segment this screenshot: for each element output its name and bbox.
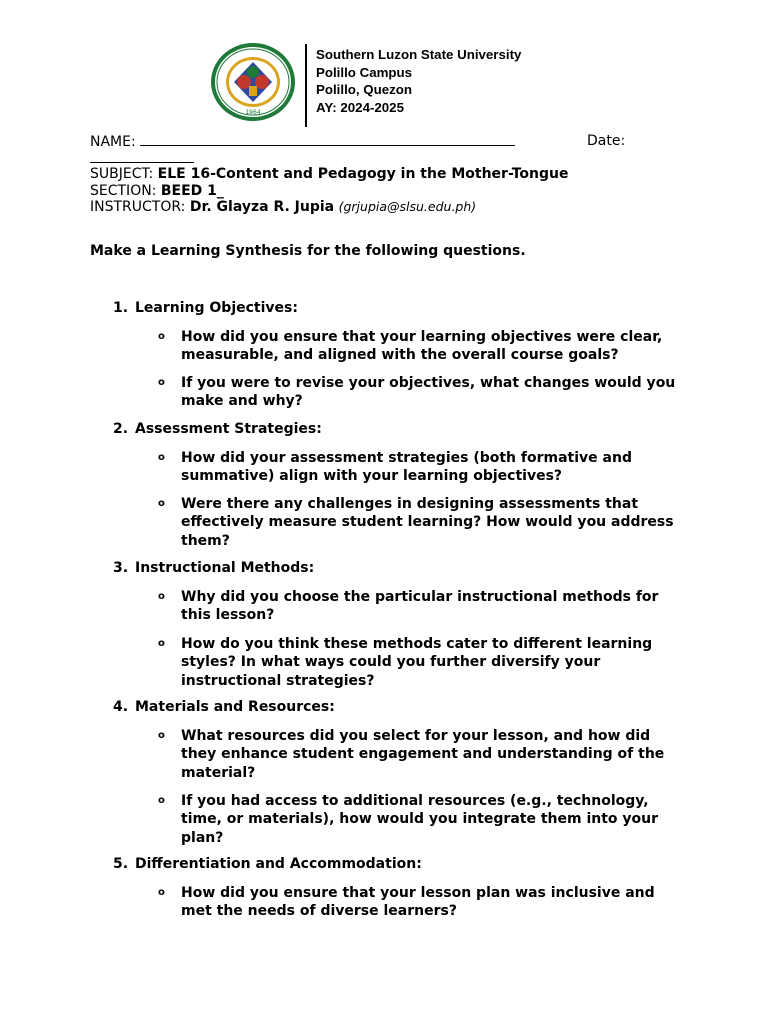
section-value: BEED 1_ [160, 183, 224, 199]
instructor-value: Dr. Glayza R. Jupia [189, 199, 335, 215]
question-text: How did your assessment strategies (both formative and summative) align with your learning objectives? [181, 450, 632, 485]
question-item [158, 449, 678, 486]
question-text: What resources did you select for your lesson, and how did they enhance student engagement and understanding of the material? [181, 728, 665, 781]
bullet-icon: o [158, 498, 165, 509]
section-title: Materials and Resources: [135, 699, 335, 715]
section-title: Instructional Methods: [135, 560, 315, 576]
date-label: Date: [587, 133, 626, 149]
header-divider [305, 44, 307, 127]
academic-year: AY: 2024-2025 [316, 100, 404, 116]
section-heading [113, 856, 422, 872]
question-item [158, 792, 678, 847]
question-text: How do you think these methods cater to different learning styles? In what ways could you further diversify your instructional strategies? [181, 636, 653, 689]
bullet-icon: o [158, 377, 165, 388]
bullet-icon: o [158, 730, 165, 741]
section-label: SECTION: [90, 183, 157, 199]
section-title: Assessment Strategies: [135, 421, 322, 437]
question-item [158, 328, 678, 365]
university-seal-logo [210, 42, 296, 122]
bullet-icon: o [158, 452, 165, 463]
bullet-icon: o [158, 638, 165, 649]
question-text: Why did you choose the particular instructional methods for this lesson? [181, 589, 659, 624]
section-heading [113, 560, 314, 576]
section-number: 1. [113, 300, 129, 316]
question-item [158, 635, 678, 690]
instructor-label: INSTRUCTOR: [90, 199, 186, 215]
instructor-email: (grjupia@slsu.edu.ph) [338, 199, 477, 214]
section-number: 5. [113, 856, 129, 872]
section-number: 2. [113, 421, 129, 437]
university-name: Southern Luzon State University [316, 47, 522, 62]
campus-name: Polillo Campus [316, 64, 413, 80]
campus-location: Polillo, Quezon [316, 82, 413, 98]
date-line [587, 133, 625, 149]
seal-year: 1964 [245, 109, 261, 116]
question-text: Were there any challenges in designing assessments that effectively measure student learning? How would you address them? [181, 496, 674, 549]
bullet-icon: o [158, 887, 165, 898]
university-header [316, 46, 521, 117]
section-number: 4. [113, 699, 129, 715]
question-text: How did you ensure that your lesson plan was inclusive and met the needs of diverse learners? [181, 885, 655, 920]
question-item [158, 884, 678, 921]
question-text: How did you ensure that your learning objectives were clear, measurable, and aligned with the overall course goals? [181, 329, 663, 364]
question-item [158, 495, 678, 550]
section-heading [113, 300, 298, 316]
section-heading [113, 699, 335, 715]
name-label: NAME: [90, 134, 136, 150]
subject-value: ELE 16-Content and Pedagogy in the Mother-Tongue [157, 166, 569, 182]
question-text: If you had access to additional resources (e.g., technology, time, or materials), how would you integrate them into your plan? [181, 793, 659, 846]
bullet-icon: o [158, 591, 165, 602]
name-blank-field[interactable] [140, 133, 515, 146]
date-blank-line [90, 150, 194, 167]
question-item [158, 727, 678, 782]
section-title: Differentiation and Accommodation: [135, 856, 422, 872]
instructor-line [90, 199, 476, 215]
subject-label: SUBJECT: [90, 166, 154, 182]
section-number: 3. [113, 560, 129, 576]
section-heading [113, 421, 322, 437]
bullet-icon: o [158, 331, 165, 342]
question-item [158, 588, 678, 625]
date-blank-field[interactable] [90, 150, 194, 163]
name-line [90, 133, 515, 150]
synthesis-prompt: Make a Learning Synthesis for the following questions. [90, 243, 526, 259]
question-text: If you were to revise your objectives, what changes would you make and why? [181, 375, 676, 410]
subject-line [90, 166, 568, 182]
question-item [158, 374, 678, 411]
bullet-icon: o [158, 795, 165, 806]
section-line [90, 183, 224, 199]
section-title: Learning Objectives: [135, 300, 298, 316]
